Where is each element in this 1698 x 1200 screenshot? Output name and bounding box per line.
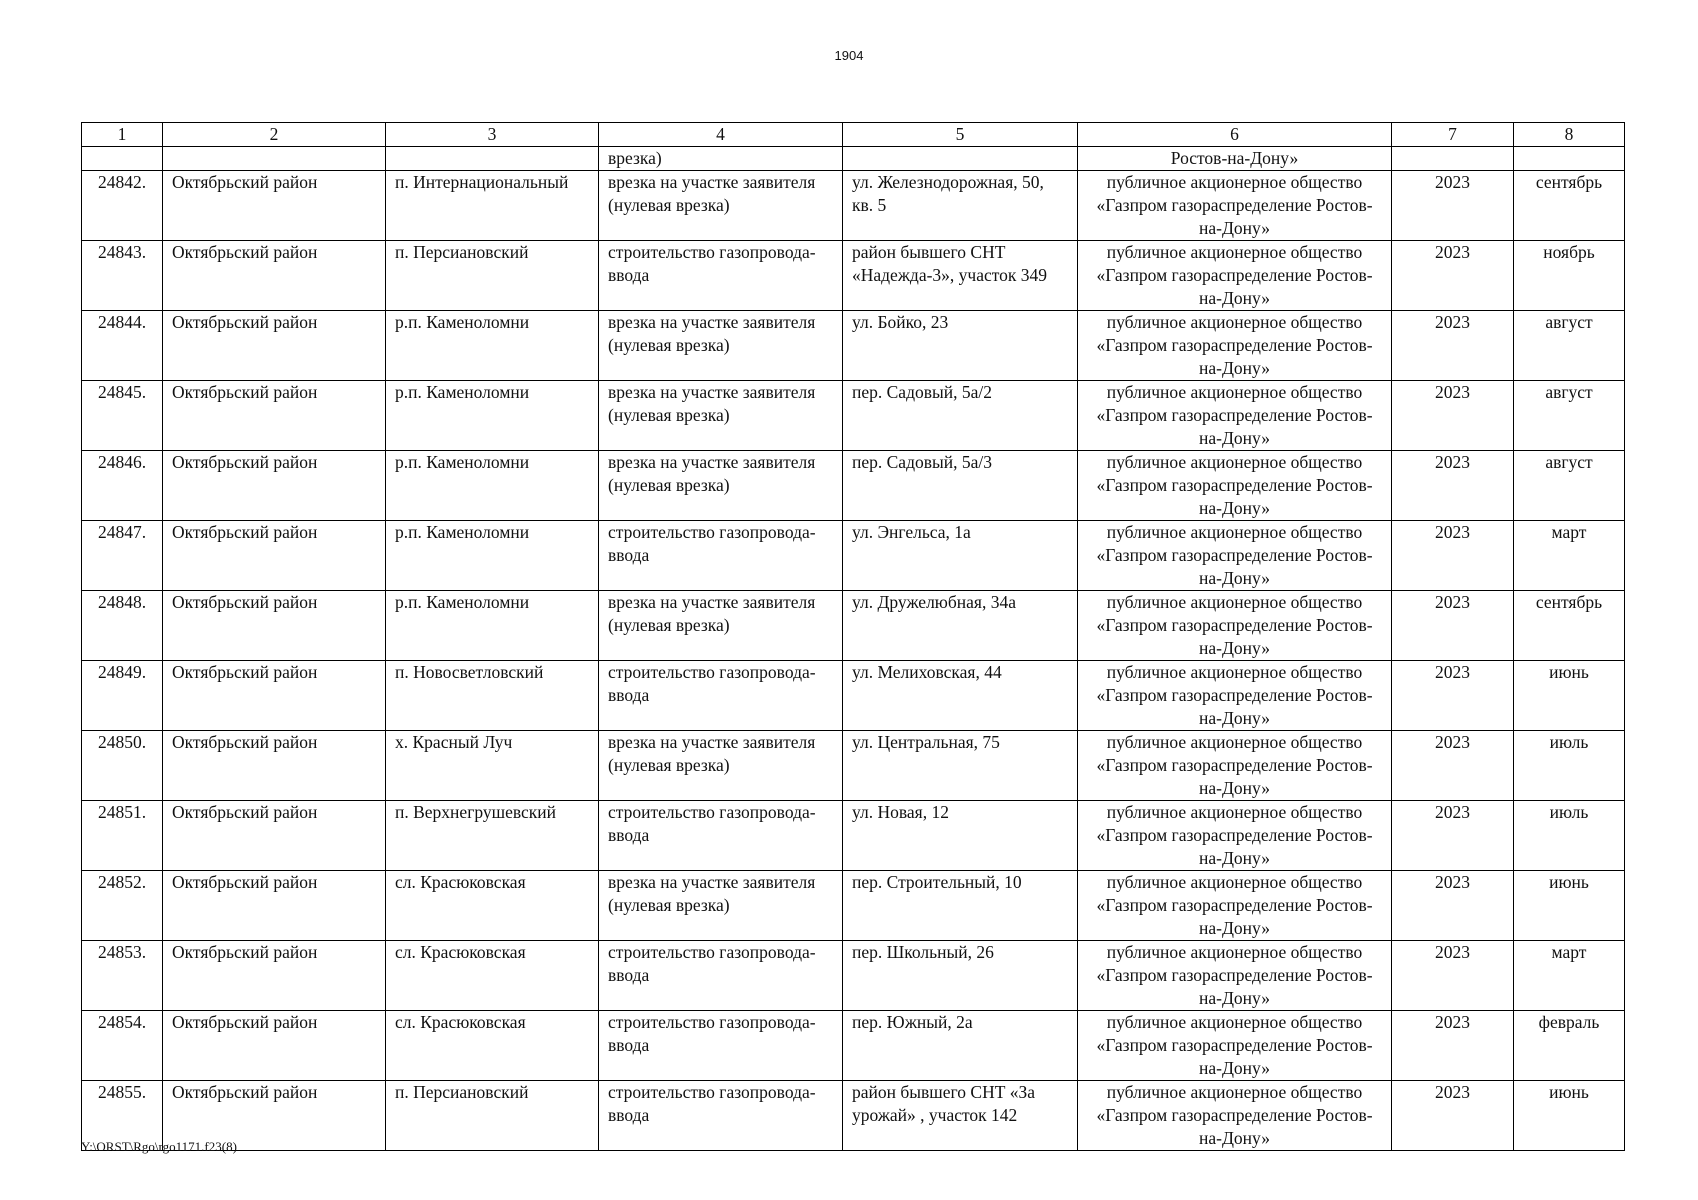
- row-number-cell: 24851.: [82, 801, 163, 871]
- month-cell: август: [1514, 451, 1625, 521]
- address-cell: район бывшего СНТ «Надежда-3», участок 349: [843, 241, 1078, 311]
- year-cell: 2023: [1392, 871, 1514, 941]
- operator-cell: публичное акционерное общество «Газпром газораспределение Ростов-на-Дону»: [1078, 1081, 1392, 1151]
- district-cell: Октябрьский район: [163, 171, 386, 241]
- year-cell: 2023: [1392, 801, 1514, 871]
- operator-cell: публичное акционерное общество «Газпром газораспределение Ростов-на-Дону»: [1078, 941, 1392, 1011]
- month-cell: февраль: [1514, 1011, 1625, 1081]
- month-cell: ноябрь: [1514, 241, 1625, 311]
- column-header: 5: [843, 123, 1078, 147]
- year-cell: 2023: [1392, 241, 1514, 311]
- column-header: 2: [163, 123, 386, 147]
- row-number-cell: 24843.: [82, 241, 163, 311]
- work-type-cell: строительство газопровода-ввода: [599, 1011, 843, 1081]
- year-cell: 2023: [1392, 381, 1514, 451]
- year-cell: 2023: [1392, 311, 1514, 381]
- row-number-cell: 24842.: [82, 171, 163, 241]
- year-cell: 2023: [1392, 521, 1514, 591]
- address-cell: ул. Энгельса, 1а: [843, 521, 1078, 591]
- column-header: 6: [1078, 123, 1392, 147]
- year-cell: 2023: [1392, 1081, 1514, 1151]
- month-cell: март: [1514, 941, 1625, 1011]
- month-cell: март: [1514, 521, 1625, 591]
- empty-cell: [82, 147, 163, 171]
- settlement-cell: р.п. Каменоломни: [386, 381, 599, 451]
- empty-cell: [843, 147, 1078, 171]
- address-cell: пер. Садовый, 5а/2: [843, 381, 1078, 451]
- settlement-cell: р.п. Каменоломни: [386, 311, 599, 381]
- continued-row: [82, 147, 1625, 171]
- district-cell: Октябрьский район: [163, 381, 386, 451]
- district-cell: Октябрьский район: [163, 591, 386, 661]
- work-type-cell: врезка на участке заявителя (нулевая врезка): [599, 871, 843, 941]
- empty-cell: [163, 147, 386, 171]
- settlement-cell: п. Персиановский: [386, 1081, 599, 1151]
- row-number-cell: 24849.: [82, 661, 163, 731]
- work-type-cell: врезка на участке заявителя (нулевая врезка): [599, 311, 843, 381]
- row-number-cell: 24852.: [82, 871, 163, 941]
- table-row: [82, 1011, 1625, 1081]
- work-type-cell: строительство газопровода-ввода: [599, 1081, 843, 1151]
- work-type-cell: врезка на участке заявителя (нулевая врезка): [599, 171, 843, 241]
- column-header: 7: [1392, 123, 1514, 147]
- settlement-cell: сл. Красюковская: [386, 871, 599, 941]
- table-row: [82, 311, 1625, 381]
- address-cell: ул. Дружелюбная, 34а: [843, 591, 1078, 661]
- operator-cell: публичное акционерное общество «Газпром газораспределение Ростов-на-Дону»: [1078, 871, 1392, 941]
- operator-cell: публичное акционерное общество «Газпром газораспределение Ростов-на-Дону»: [1078, 801, 1392, 871]
- year-cell: 2023: [1392, 731, 1514, 801]
- address-cell: пер. Школьный, 26: [843, 941, 1078, 1011]
- work-type-cell: строительство газопровода-ввода: [599, 241, 843, 311]
- work-type-cell: врезка на участке заявителя (нулевая врезка): [599, 451, 843, 521]
- district-cell: Октябрьский район: [163, 871, 386, 941]
- address-cell: ул. Железнодорожная, 50, кв. 5: [843, 171, 1078, 241]
- settlement-cell: х. Красный Луч: [386, 731, 599, 801]
- operator-cell: публичное акционерное общество «Газпром газораспределение Ростов-на-Дону»: [1078, 1011, 1392, 1081]
- settlement-cell: п. Персиановский: [386, 241, 599, 311]
- column-header: 4: [599, 123, 843, 147]
- gas-connection-table: [81, 122, 1625, 1151]
- empty-cell: [386, 147, 599, 171]
- address-cell: ул. Новая, 12: [843, 801, 1078, 871]
- work-type-cell: врезка на участке заявителя (нулевая врезка): [599, 731, 843, 801]
- work-type-cell: врезка на участке заявителя (нулевая врезка): [599, 591, 843, 661]
- row-number-cell: 24847.: [82, 521, 163, 591]
- work-type-cell: строительство газопровода-ввода: [599, 661, 843, 731]
- row-number-cell: 24844.: [82, 311, 163, 381]
- address-cell: ул. Мелиховская, 44: [843, 661, 1078, 731]
- footer-file-path: Y:\ORST\Rgo\rgo1171.f23(8): [81, 1139, 237, 1154]
- table-row: [82, 451, 1625, 521]
- district-cell: Октябрьский район: [163, 311, 386, 381]
- district-cell: Октябрьский район: [163, 661, 386, 731]
- table-row: [82, 591, 1625, 661]
- operator-cell: публичное акционерное общество «Газпром газораспределение Ростов-на-Дону»: [1078, 241, 1392, 311]
- settlement-cell: п. Интернациональный: [386, 171, 599, 241]
- district-cell: Октябрьский район: [163, 1011, 386, 1081]
- address-cell: ул. Бойко, 23: [843, 311, 1078, 381]
- table-row: [82, 731, 1625, 801]
- district-cell: Октябрьский район: [163, 1081, 386, 1151]
- row-number-cell: 24850.: [82, 731, 163, 801]
- work-type-cell: врезка): [599, 147, 843, 171]
- district-cell: Октябрьский район: [163, 801, 386, 871]
- address-cell: пер. Садовый, 5а/3: [843, 451, 1078, 521]
- year-cell: 2023: [1392, 451, 1514, 521]
- table-row: [82, 241, 1625, 311]
- work-type-cell: строительство газопровода-ввода: [599, 801, 843, 871]
- month-cell: август: [1514, 311, 1625, 381]
- district-cell: Октябрьский район: [163, 941, 386, 1011]
- year-cell: 2023: [1392, 591, 1514, 661]
- row-number-cell: 24854.: [82, 1011, 163, 1081]
- table-row: [82, 871, 1625, 941]
- month-cell: июнь: [1514, 871, 1625, 941]
- operator-cell: публичное акционерное общество «Газпром газораспределение Ростов-на-Дону»: [1078, 591, 1392, 661]
- month-cell: июль: [1514, 801, 1625, 871]
- table-row: [82, 1081, 1625, 1151]
- table-row: [82, 941, 1625, 1011]
- month-cell: июль: [1514, 731, 1625, 801]
- month-cell: сентябрь: [1514, 591, 1625, 661]
- district-cell: Октябрьский район: [163, 731, 386, 801]
- table-row: [82, 521, 1625, 591]
- empty-cell: [1514, 147, 1625, 171]
- address-cell: пер. Строительный, 10: [843, 871, 1078, 941]
- year-cell: 2023: [1392, 171, 1514, 241]
- district-cell: Октябрьский район: [163, 451, 386, 521]
- table-row: [82, 661, 1625, 731]
- row-number-cell: 24846.: [82, 451, 163, 521]
- settlement-cell: п. Новосветловский: [386, 661, 599, 731]
- row-number-cell: 24853.: [82, 941, 163, 1011]
- operator-cell: публичное акционерное общество «Газпром газораспределение Ростов-на-Дону»: [1078, 661, 1392, 731]
- column-number-header-row: [82, 123, 1625, 147]
- column-header: 1: [82, 123, 163, 147]
- work-type-cell: строительство газопровода-ввода: [599, 941, 843, 1011]
- row-number-cell: 24848.: [82, 591, 163, 661]
- settlement-cell: п. Верхнегрушевский: [386, 801, 599, 871]
- operator-cell: публичное акционерное общество «Газпром газораспределение Ростов-на-Дону»: [1078, 731, 1392, 801]
- settlement-cell: р.п. Каменоломни: [386, 591, 599, 661]
- operator-cell: публичное акционерное общество «Газпром газораспределение Ростов-на-Дону»: [1078, 451, 1392, 521]
- column-header: 8: [1514, 123, 1625, 147]
- settlement-cell: сл. Красюковская: [386, 941, 599, 1011]
- settlement-cell: сл. Красюковская: [386, 1011, 599, 1081]
- table-row: [82, 171, 1625, 241]
- address-cell: ул. Центральная, 75: [843, 731, 1078, 801]
- row-number-cell: 24845.: [82, 381, 163, 451]
- operator-cell: Ростов-на-Дону»: [1078, 147, 1392, 171]
- empty-cell: [1392, 147, 1514, 171]
- district-cell: Октябрьский район: [163, 241, 386, 311]
- year-cell: 2023: [1392, 661, 1514, 731]
- year-cell: 2023: [1392, 1011, 1514, 1081]
- work-type-cell: врезка на участке заявителя (нулевая врезка): [599, 381, 843, 451]
- year-cell: 2023: [1392, 941, 1514, 1011]
- month-cell: сентябрь: [1514, 171, 1625, 241]
- operator-cell: публичное акционерное общество «Газпром газораспределение Ростов-на-Дону»: [1078, 311, 1392, 381]
- month-cell: июнь: [1514, 661, 1625, 731]
- district-cell: Октябрьский район: [163, 521, 386, 591]
- address-cell: район бывшего СНТ «За урожай» , участок 142: [843, 1081, 1078, 1151]
- work-type-cell: строительство газопровода-ввода: [599, 521, 843, 591]
- month-cell: июнь: [1514, 1081, 1625, 1151]
- operator-cell: публичное акционерное общество «Газпром газораспределение Ростов-на-Дону»: [1078, 171, 1392, 241]
- month-cell: август: [1514, 381, 1625, 451]
- table-row: [82, 801, 1625, 871]
- column-header: 3: [386, 123, 599, 147]
- settlement-cell: р.п. Каменоломни: [386, 451, 599, 521]
- settlement-cell: р.п. Каменоломни: [386, 521, 599, 591]
- table-row: [82, 381, 1625, 451]
- operator-cell: публичное акционерное общество «Газпром газораспределение Ростов-на-Дону»: [1078, 521, 1392, 591]
- operator-cell: публичное акционерное общество «Газпром газораспределение Ростов-на-Дону»: [1078, 381, 1392, 451]
- address-cell: пер. Южный, 2а: [843, 1011, 1078, 1081]
- page-number: 1904: [834, 48, 864, 63]
- row-number-cell: 24855.: [82, 1081, 163, 1151]
